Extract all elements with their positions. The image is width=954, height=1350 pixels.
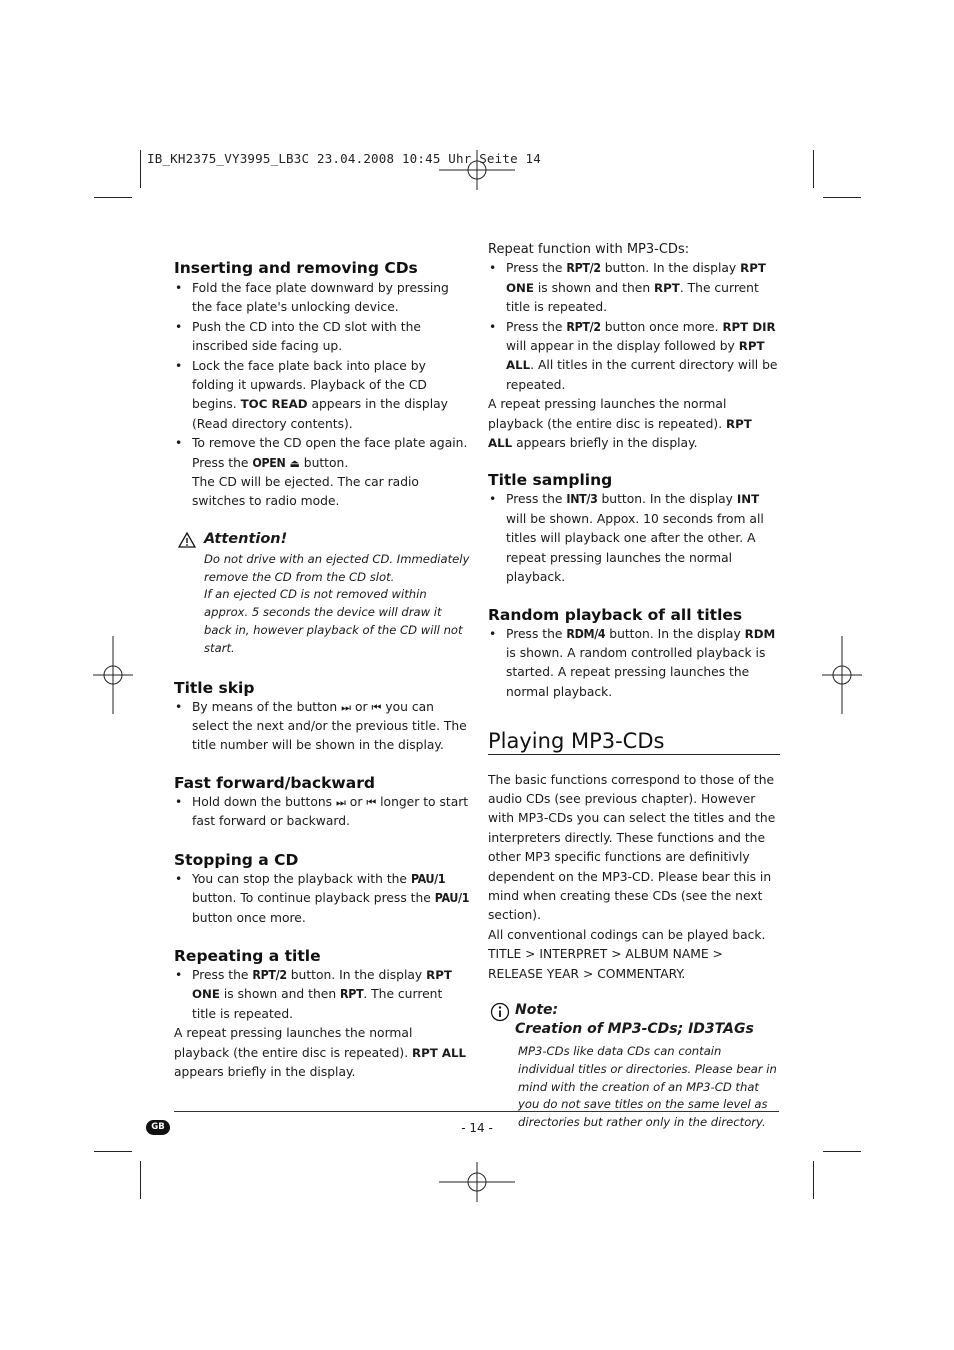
warning-icon [178,532,196,548]
list-item: • Press the RPT/2 button once more. RPT DIR will appear in the display followed by RPT ALL. All titles in the current directory will be repeated. [488,318,780,396]
bullet-list [174,698,470,756]
attention-box [174,529,470,658]
section-heading: Inserting and removing CDs [174,259,418,277]
display-code: RPT DIR [722,319,776,334]
display-code: RPT [340,987,364,1002]
print-slug: IB_KH2375_VY3995_LB3C 23.04.2008 10:45 Uhr Seite 14 [147,151,542,166]
display-code: TOC READ [240,397,308,412]
paragraph: A repeat pressing launches the normal playback (the entire disc is repeated). RPT ALL appears briefly in the display. [488,397,752,451]
list-item: • Lock the face plate back into place by folding it upwards. Playback of the CD begins. TOC READ appears in the display (Read directory contents). [174,357,470,435]
left-column [174,258,470,1082]
crop-mark [823,1151,861,1152]
crop-mark [823,197,861,198]
display-code: RPT [654,280,680,295]
button-name: RPT/2 [566,261,601,276]
bullet-list [174,870,470,928]
paragraph: All conventional codings can be played back. [488,927,766,942]
registration-mark [822,636,862,714]
paragraph: The basic functions correspond to those of the audio CDs (see previous chapter). However with MP3-CDs you can select the titles and the interpreters directly. These functions and the other MP3 specific functions are definitivly dependent on the MP3-CD. Please bear this in mind when creating these CDs (see the next section). [488,772,776,923]
button-name: RPT/2 [252,967,287,982]
page-number: - 14 - [461,1121,493,1135]
list-item: • Hold down the buttons ⏭ or ⏮ longer to start fast forward or backward. [174,793,470,832]
bullet-list [488,625,780,703]
bullet-list [174,279,470,512]
button-name: INT/3 [566,492,598,507]
bullet-list [488,259,780,395]
registration-mark [93,636,133,714]
section-heading: Random playback of all titles [488,605,743,624]
list-item: • To remove the CD open the face plate again. Press the OPEN ⏏ button. The CD will be ejected. The car radio switches to radio mode. [174,434,470,512]
section-heading: Fast forward/backward [174,773,375,792]
note-text: MP3-CDs like data CDs can contain individual titles or directories. Please bear in mind with the creation of an MP3-CD that you do not save titles on the same level as directories but rather only in the directory. [518,1044,777,1130]
crop-mark [813,150,814,188]
display-code: RDM [744,626,776,641]
chapter-title: Playing MP3-CDs [488,729,665,754]
attention-text: Do not drive with an ejected CD. Immediately remove the CD from the CD slot. If an ejected CD is not removed within approx. 5 seconds the device will draw it back in, however playback of the CD will not start. [204,551,470,655]
display-code: INT [736,492,760,507]
list-item: • Press the RPT/2 button. In the display RPT ONE is shown and then RPT. The current title is repeated. [488,259,780,317]
display-code: RPT ALL [412,1045,467,1060]
bullet-list [488,490,780,587]
list-item: • Press the INT/3 button. In the display INT will be shown. Appox. 10 seconds from all titles will playback one after the other. A repeat pressing launches the normal playback. [488,490,780,587]
button-name: OPEN [252,455,286,470]
footer-rule [174,1111,779,1112]
crop-mark [140,150,141,188]
paragraph: TITLE > INTERPRET > ALBUM NAME > [488,947,723,962]
crop-mark [813,1161,814,1199]
display-code: RPT ALL [506,339,765,373]
chapter-title-block [488,729,780,754]
note-subtitle: Creation of MP3-CDs; ID3TAGs [515,1021,754,1037]
list-item: • Press the RDM/4 button. In the display RDM is shown. A random controlled playback is started. A repeat pressing launches the normal playback. [488,625,780,703]
list-item: • Press the RPT/2 button. In the display RPT ONE is shown and then RPT. The current title is repeated. [174,966,470,1024]
registration-mark [437,1162,517,1202]
display-code: RPT ALL [488,416,752,451]
bullet-list [174,966,470,1024]
crop-mark [94,197,132,198]
section-heading: Repeating a title [174,946,321,965]
right-column [488,240,780,1132]
eject-icon: ⏏ [289,456,300,470]
attention-title: Attention! [204,530,288,547]
prev-track-icon: ⏮ [371,700,382,714]
section-heading: Title sampling [488,471,613,490]
next-track-icon: ⏭ [341,700,352,714]
paragraph: A repeat pressing launches the normal playback (the entire disc is repeated). RPT ALL appears briefly in the display. [174,1026,467,1079]
button-name: RDM/4 [566,626,606,641]
crop-mark [94,1151,132,1152]
subheading: Repeat function with MP3-CDs: [488,242,690,257]
display-code: RPT ONE [506,261,766,295]
display-code: RPT ONE [192,967,452,1002]
button-name: PAU/1 [410,871,446,886]
button-name: PAU/1 [434,891,470,906]
section-heading: Stopping a CD [174,850,299,869]
crop-mark [140,1161,141,1199]
bullet-list [174,793,470,832]
button-name: RPT/2 [566,319,601,334]
list-item: • You can stop the playback with the PAU/1 button. To continue playback press the PAU/1 button once more. [174,870,470,928]
note-box [488,1001,780,1132]
list-item: • Fold the face plate downward by pressing the face plate's unlocking device. [174,279,470,318]
note-title: Note: [515,1002,559,1018]
paragraph: RELEASE YEAR > COMMENTARY. [488,966,686,981]
language-badge: GB [146,1120,170,1135]
list-item: • Push the CD into the CD slot with the inscribed side facing up. [174,318,470,357]
section-heading: Title skip [174,678,255,697]
list-item: • By means of the button ⏭ or ⏮ you can select the next and/or the previous title. The title number will be shown in the display. [174,698,470,756]
next-track-icon: ⏭ [335,795,346,809]
info-icon [490,1002,510,1022]
prev-track-icon: ⏮ [366,795,377,809]
